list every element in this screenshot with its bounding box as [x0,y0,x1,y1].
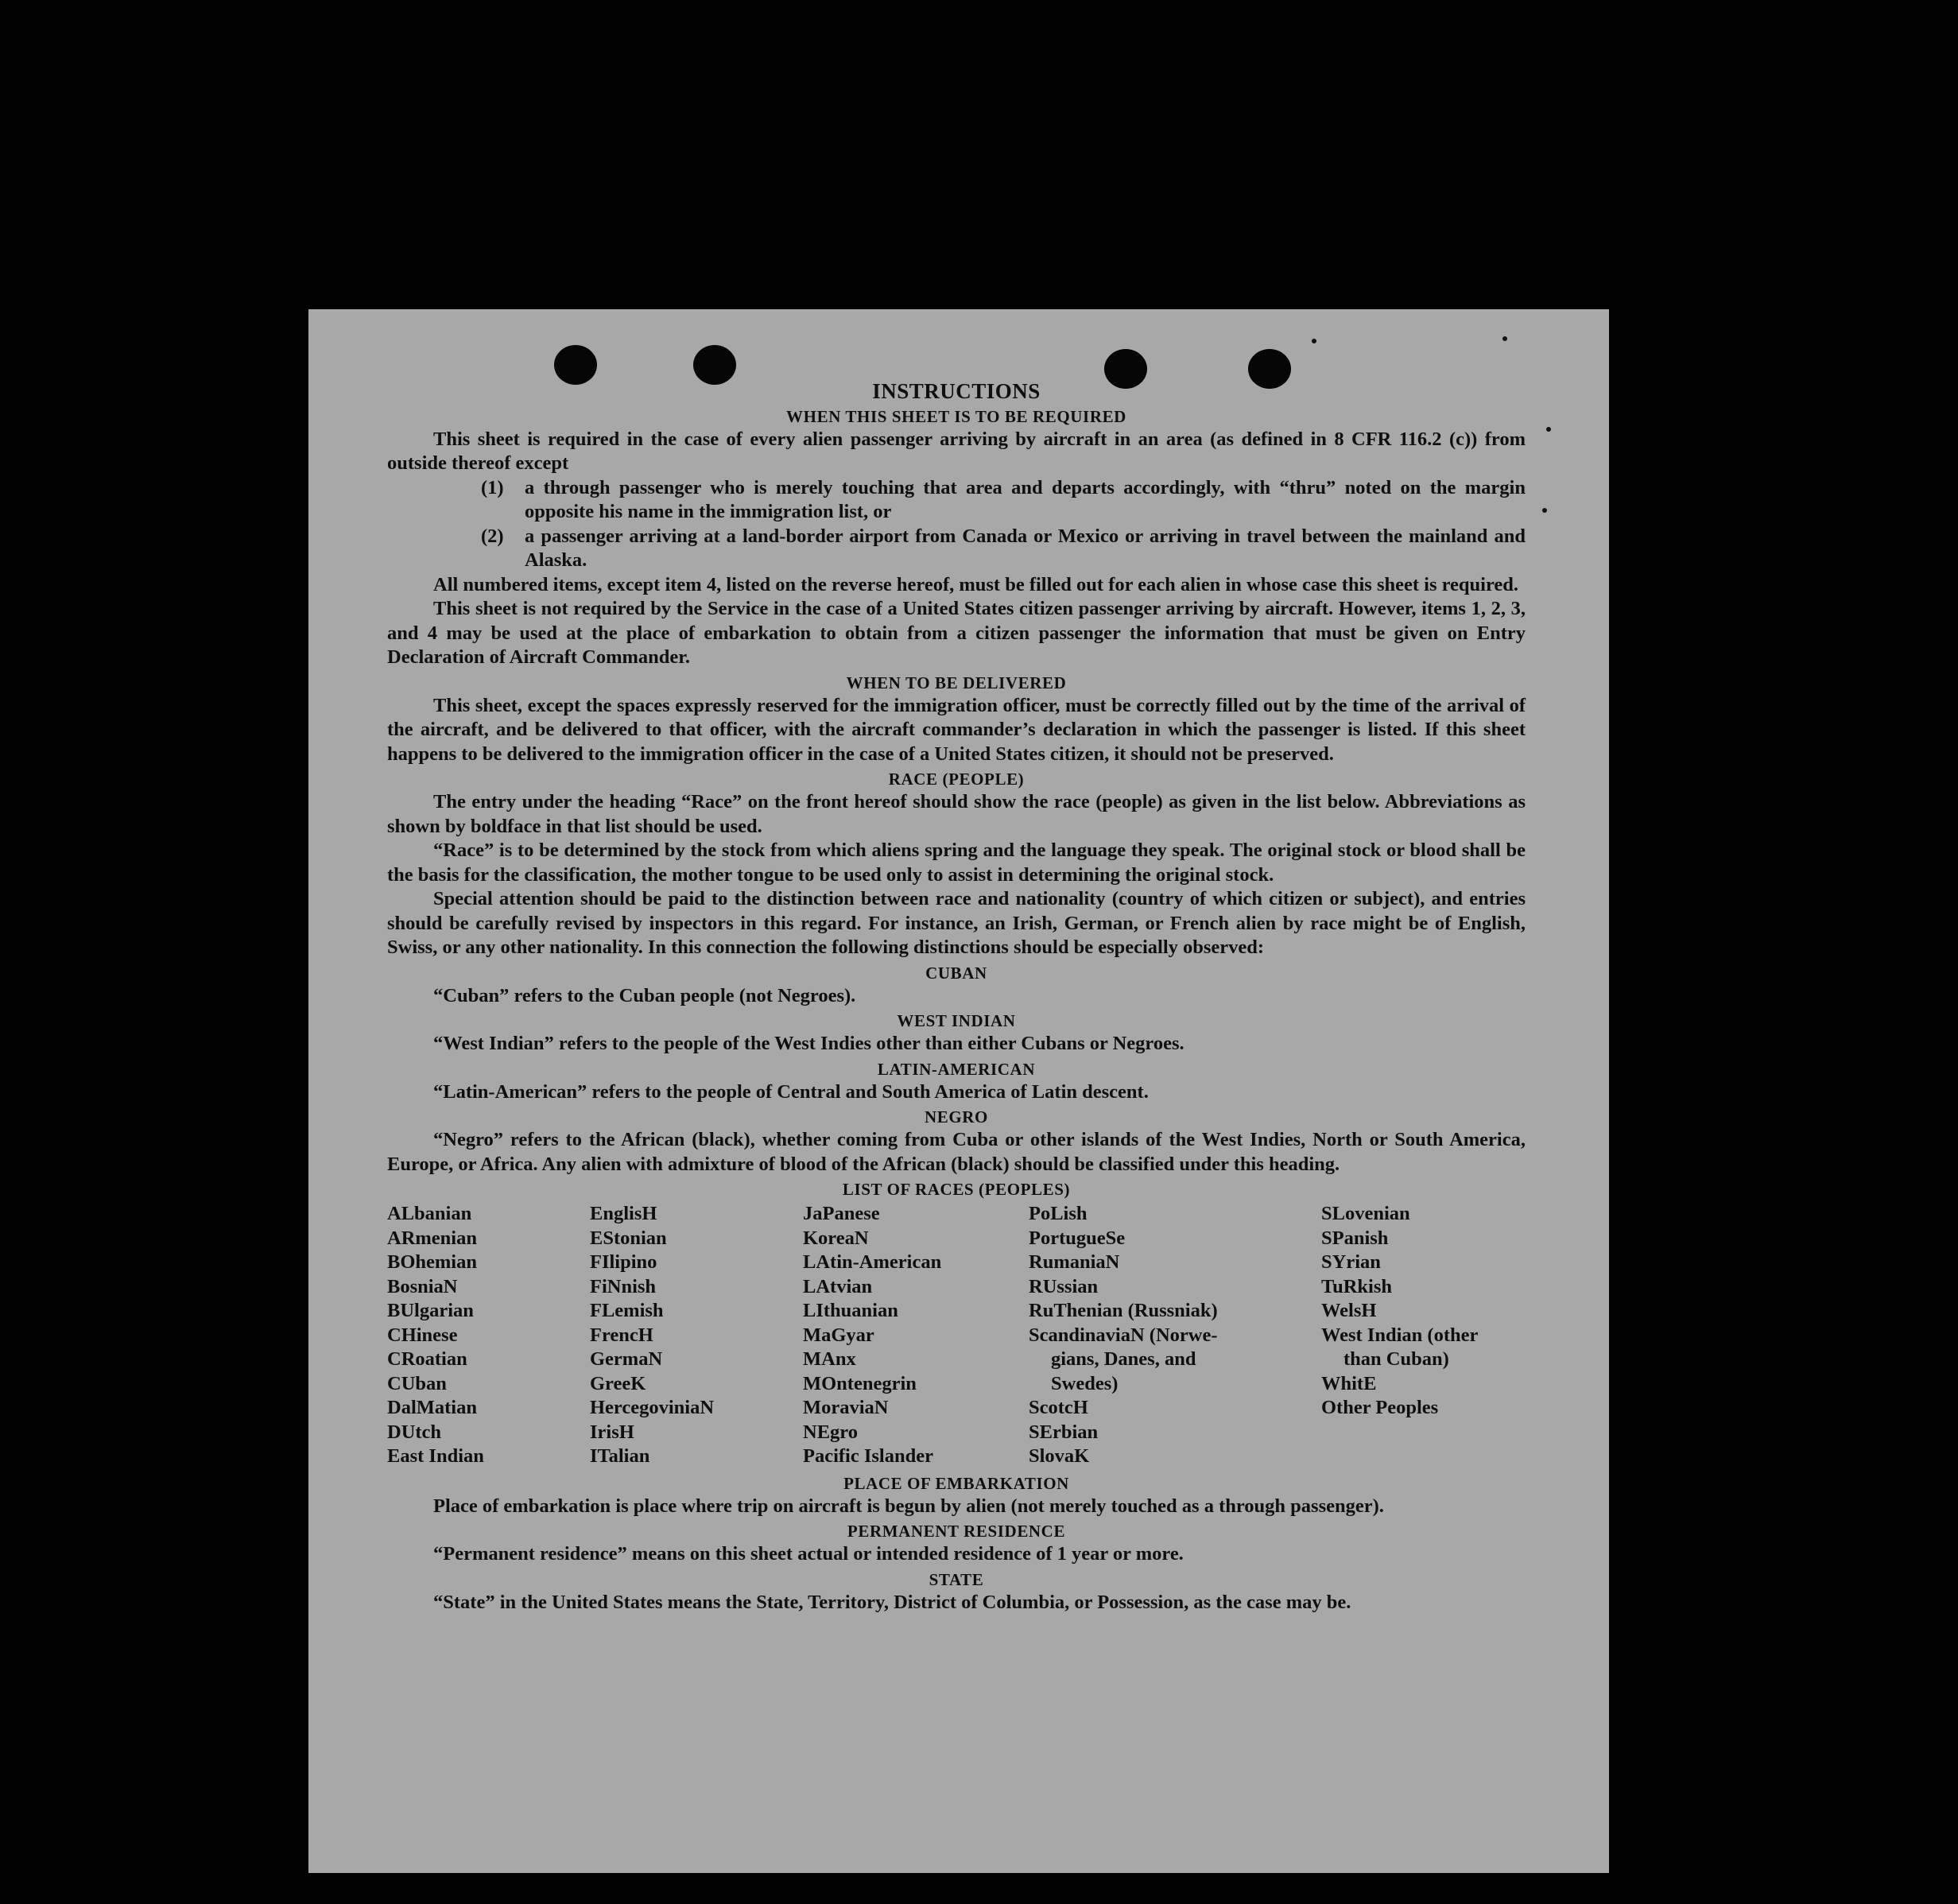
races-column-3 [803,1202,1029,1469]
race-entry: BUlgarian [387,1300,474,1321]
race-entry: RuThenian (Russniak) [1029,1300,1218,1321]
heading-race: RACE (PEOPLE) [888,770,1025,789]
speck-mark [1502,336,1507,341]
races-column-4 [1029,1202,1321,1469]
race-entry: TuRkish [1321,1275,1393,1297]
race-entry: MOntenegrin [803,1372,917,1394]
race-entry: JaPanese [803,1203,880,1224]
race-entry: SPanish [1321,1227,1389,1249]
speck-mark [1312,339,1316,343]
race-entry: FIlipino [590,1251,657,1273]
race-entry: FLemish [590,1300,664,1321]
paragraph-race-2: “Race” is to be determined by the stock from which aliens spring and the language they speak. The original stock or blood shall be the basis for the classification, the mother tongue to be used only to assist in determining the original stock. [387,840,1526,886]
race-entry: ScotcH [1029,1397,1088,1418]
paragraph-numbered-items: All numbered items, except item 4, listed on the reverse hereof, must be filled out for each alien in whose case this sheet is required. [433,573,1519,595]
race-entry: LAtin-American [803,1251,942,1273]
race-entry-continued: Swedes) [1051,1372,1119,1394]
race-entry: WelsH [1321,1300,1377,1321]
paragraph-race-1: The entry under the heading “Race” on the front hereof should show the race (people) as given in the list below. Abbreviations as shown by boldface in that list should be used. [387,791,1526,837]
race-entry: ScandinaviaN (Norwe- [1029,1324,1218,1346]
race-entry: GreeK [590,1372,646,1394]
races-column-2 [590,1202,803,1469]
race-entry: KoreaN [803,1227,869,1249]
race-entry: BosniaN [387,1275,458,1297]
race-entry: RUssian [1029,1275,1099,1297]
race-entry: SlovaK [1029,1445,1090,1467]
race-entry: EStonian [590,1227,667,1249]
paragraph-embarkation: Place of embarkation is place where trip on aircraft is begun by alien (not merely touched as a through passenger). [433,1495,1384,1517]
race-entry: ITalian [590,1445,650,1467]
race-entry: PortugueSe [1029,1227,1126,1249]
heading-state: STATE [929,1569,984,1589]
heading-when-required: WHEN THIS SHEET IS TO BE REQUIRED [786,406,1126,426]
race-entry: Other Peoples [1321,1397,1439,1418]
race-entry: MoraviaN [803,1397,889,1418]
paragraph-citizen: This sheet is not required by the Service in the case of a United States citizen passenger arriving by aircraft. However, items 1, 2, 3, and 4 may be used at the place of embarkation to obtain from a citizen passenger the information that must be given on Entry Declaration of Aircraft Commander. [387,598,1526,668]
paragraph-latin-american: “Latin-American” refers to the people of Central and South America of Latin descent. [433,1080,1149,1103]
race-entry: RumaniaN [1029,1251,1120,1273]
item-text: a through passenger who is merely touching that area and departs accordingly, with “thru” noted on the margin opposite his name in the immigration list, or [525,476,1526,522]
race-entry: CHinese [387,1324,458,1346]
paragraph-state: “State” in the United States means the State, Territory, District of Columbia, or Possession, as the case may be. [433,1591,1351,1613]
item-number: (2) [481,525,504,547]
exception-item-1 [387,476,1526,525]
race-entry: LAtvian [803,1275,873,1297]
race-entry: CRoatian [387,1348,467,1370]
race-entry: HercegoviniaN [590,1397,715,1418]
race-entry: FrencH [590,1324,653,1346]
heading-when-delivered: WHEN TO BE DELIVERED [846,673,1067,692]
race-entry: CUban [387,1372,447,1394]
speck-mark [1546,427,1551,432]
race-entry: LIthuanian [803,1300,898,1321]
race-entry: DalMatian [387,1397,477,1418]
race-entry: MAnx [803,1348,856,1370]
race-entry: FiNnish [590,1275,657,1297]
paragraph-west-indian: “West Indian” refers to the people of the West Indies other than either Cubans or Negroes. [433,1033,1184,1054]
heading-cuban: CUBAN [925,963,987,983]
race-entry-continued: than Cuban) [1343,1348,1449,1370]
heading-permanent-residence: PERMANENT RESIDENCE [847,1522,1066,1541]
race-entry: MaGyar [803,1324,874,1346]
speck-mark [1542,508,1547,513]
race-entry: GermaN [590,1348,663,1370]
races-list [387,1202,1526,1469]
race-entry: Pacific Islander [803,1445,933,1467]
paragraph-delivered: This sheet, except the spaces expressly reserved for the immigration officer, must be correctly filled out by the time of the arrival of the aircraft, and be delivered to that officer, with the aircraft commander’s declaration in which the passenger is listed. If this sheet happens to be delivered to the immigration officer in the case of a United States citizen, it should not be preserved. [387,694,1526,765]
race-entry: East Indian [387,1445,484,1467]
race-entry: IrisH [590,1421,634,1443]
race-entry: West Indian (other [1321,1324,1479,1346]
race-entry: BOhemian [387,1251,477,1273]
paragraph-negro: “Negro” refers to the African (black), whether coming from Cuba or other islands of the West Indies, North or South America, Europe, or Africa. Any alien with admixture of blood of the African (black) should be classified under this heading. [387,1129,1526,1175]
race-entry: DUtch [387,1421,442,1443]
paragraph-race-3: Special attention should be paid to the distinction between race and nationality (country of which citizen or subject), and entries should be carefully revised by inspectors in this regard. For instance, an Irish, German, or French alien by race might be of English, Swiss, or any other nationality. In this connection the following distinctions should be especially observed: [387,888,1526,958]
paragraph-required: This sheet is required in the case of every alien passenger arriving by aircraft in an area (as defined in 8 CFR 116.2 (c)) from outside thereof except [387,428,1526,474]
race-entry: SLovenian [1321,1203,1410,1224]
heading-list-of-races: LIST OF RACES (PEOPLES) [842,1180,1071,1199]
exception-item-2 [387,525,1526,573]
paragraph-cuban: “Cuban” refers to the Cuban people (not Negroes). [433,984,856,1006]
instructions-content [387,379,1526,1615]
item-text: a passenger arriving at a land-border airport from Canada or Mexico or arriving in travel between the mainland and Alaska. [525,525,1526,571]
races-column-5 [1321,1202,1526,1469]
race-entry: SYrian [1321,1251,1381,1273]
race-entry: SErbian [1029,1421,1099,1443]
races-column-1 [387,1202,590,1469]
race-entry: ARmenian [387,1227,477,1249]
race-entry: NEgro [803,1421,858,1443]
race-entry: PoLish [1029,1203,1088,1224]
page-title: INSTRUCTIONS [872,379,1041,403]
heading-negro: NEGRO [924,1107,988,1127]
document-sheet [308,309,1609,1873]
race-entry: ALbanian [387,1203,472,1224]
heading-latin-american: LATIN-AMERICAN [877,1059,1036,1079]
race-entry: WhitE [1321,1372,1377,1394]
race-entry-continued: gians, Danes, and [1051,1348,1196,1370]
item-number: (1) [481,476,504,498]
heading-place-of-embarkation: PLACE OF EMBARKATION [843,1473,1069,1493]
paragraph-residence: “Permanent residence” means on this sheet actual or intended residence of 1 year or more. [433,1543,1184,1565]
race-entry: EnglisH [590,1203,657,1224]
heading-west-indian: WEST INDIAN [897,1011,1016,1030]
